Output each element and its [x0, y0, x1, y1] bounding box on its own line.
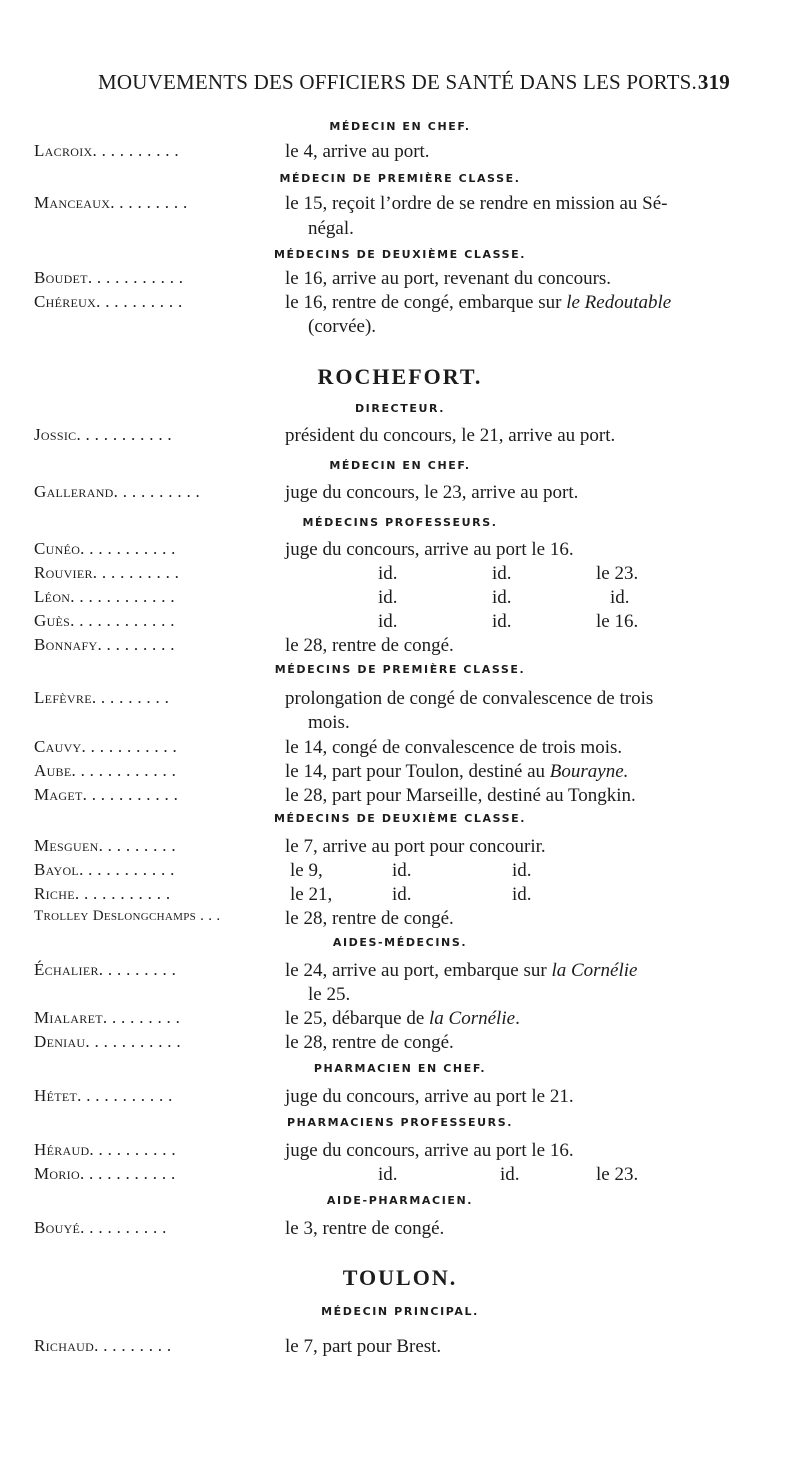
- entry-row: [0, 141, 800, 167]
- section-heading: MÉDECINS PROFESSEURS.: [302, 516, 498, 529]
- entry-row: [0, 908, 800, 934]
- entry-description: président du concours, le 21, arrive au port.: [285, 425, 616, 446]
- entry-description: le 14, part pour Toulon, destiné au Bourayne.: [285, 761, 629, 782]
- entry-description: le 16, rentre de congé, embarque sur le Redoutable: [285, 292, 672, 313]
- entry-row: [0, 1164, 800, 1190]
- ship-name: le Redoutable: [566, 292, 672, 313]
- ditto-mark: id.: [492, 587, 512, 608]
- officer-name: Guès. . . . . . . . . . . .: [34, 611, 175, 630]
- ditto-mark: id.: [378, 1164, 398, 1185]
- section-heading: MÉDECIN EN CHEF.: [329, 120, 471, 133]
- officer-name: Gallerand. . . . . . . . . .: [34, 482, 201, 501]
- entry-row: [0, 785, 800, 811]
- entry-date: le 21,: [290, 884, 333, 905]
- ditto-mark: id.: [610, 587, 630, 608]
- section-heading: MÉDECINS DE DEUXIÈME CLASSE.: [273, 812, 527, 825]
- continuation-text: le 25.: [308, 984, 351, 1005]
- officer-name: Boudet. . . . . . . . . . .: [34, 268, 184, 287]
- entry-description: prolongation de congé de convalescence de trois: [285, 688, 654, 709]
- entry-description: le 24, arrive au port, embarque sur la Cornélie: [285, 960, 638, 981]
- entry-row: [0, 425, 800, 451]
- continuation-text: mois.: [308, 712, 350, 733]
- ship-name: la Cornélie: [429, 1008, 516, 1029]
- section-heading: PHARMACIENS PROFESSEURS.: [286, 1116, 514, 1129]
- section-heading: DIRECTEUR.: [354, 402, 446, 415]
- ditto-mark: id.: [378, 563, 398, 584]
- ditto-mark: id.: [492, 563, 512, 584]
- entry-row: [0, 1218, 800, 1244]
- entry-description: le 28, rentre de congé.: [285, 908, 454, 929]
- entry-description: le 3, rentre de congé.: [285, 1218, 445, 1239]
- ditto-mark: id.: [512, 860, 532, 881]
- officer-name: Richaud. . . . . . . . .: [34, 1336, 172, 1355]
- officer-name: Héraud. . . . . . . . . .: [34, 1140, 176, 1159]
- officer-name: Léon. . . . . . . . . . . .: [34, 587, 175, 606]
- ditto-mark: id.: [392, 860, 412, 881]
- officer-name: Hétet. . . . . . . . . . .: [34, 1086, 173, 1105]
- entry-date: le 9,: [290, 860, 323, 881]
- entry-row: [0, 1140, 800, 1166]
- officer-name: Manceaux. . . . . . . . .: [34, 193, 188, 212]
- entry-description: juge du concours, le 23, arrive au port.: [285, 482, 579, 503]
- entry-row: [0, 268, 800, 294]
- entry-description: le 25, débarque de la Cornélie.: [285, 1008, 520, 1029]
- entry-description: juge du concours, arrive au port le 21.: [285, 1086, 574, 1107]
- entry-row: [0, 587, 800, 613]
- entry-description: le 14, congé de convalescence de trois mois.: [285, 737, 623, 758]
- officer-name: Bonnafy. . . . . . . . .: [34, 635, 175, 654]
- officer-name: Bouyé. . . . . . . . . .: [34, 1218, 167, 1237]
- officer-name: Bayol. . . . . . . . . . .: [34, 860, 175, 879]
- officer-name: Morio. . . . . . . . . . .: [34, 1164, 176, 1183]
- port-heading-rochefort: ROCHEFORT.: [317, 364, 483, 389]
- page-number: 319: [697, 70, 730, 94]
- officer-name: Jossic. . . . . . . . . . .: [34, 425, 172, 444]
- officer-name: Aube. . . . . . . . . . . .: [34, 761, 177, 780]
- officer-name: Cunéo. . . . . . . . . . .: [34, 539, 176, 558]
- section-heading: PHARMACIEN EN CHEF.: [313, 1062, 487, 1075]
- ditto-mark: id.: [392, 884, 412, 905]
- port-heading-toulon: TOULON.: [342, 1265, 458, 1290]
- entry-row: [0, 563, 800, 589]
- entry-row: [0, 193, 800, 219]
- section-heading: AIDE-PHARMACIEN.: [326, 1194, 474, 1207]
- section-heading: MÉDECIN DE PREMIÈRE CLASSE.: [279, 172, 521, 185]
- entry-row: [0, 611, 800, 637]
- entry-row: [0, 292, 800, 318]
- officer-name: Chéreux. . . . . . . . . .: [34, 292, 183, 311]
- ditto-mark: id.: [492, 611, 512, 632]
- entry-description: le 7, arrive au port pour concourir.: [285, 836, 546, 857]
- section-heading: AIDES-MÉDECINS.: [332, 936, 468, 949]
- continuation-text: (corvée).: [308, 316, 377, 337]
- officer-name: Maget. . . . . . . . . . .: [34, 785, 179, 804]
- entry-description: le 4, arrive au port.: [285, 141, 430, 162]
- entry-row: [0, 1336, 800, 1362]
- ditto-mark: id.: [512, 884, 532, 905]
- officer-name: Mesguen. . . . . . . . .: [34, 836, 176, 855]
- officer-name: Lacroix. . . . . . . . . .: [34, 141, 179, 160]
- entry-row: [0, 1008, 800, 1034]
- ditto-mark: id.: [378, 587, 398, 608]
- entry-row: [0, 884, 800, 910]
- entry-row: [0, 737, 800, 763]
- entry-row: [0, 688, 800, 714]
- ditto-mark: id.: [500, 1164, 520, 1185]
- officer-name: Deniau. . . . . . . . . . .: [34, 1032, 181, 1051]
- ship-name: Bourayne.: [549, 761, 629, 782]
- officer-name: Lefèvre. . . . . . . . .: [34, 688, 170, 707]
- entry-date: le 23.: [596, 1164, 639, 1185]
- ship-name: la Cornélie: [551, 960, 638, 981]
- continuation-text: négal.: [308, 218, 354, 239]
- entry-date: le 23.: [596, 563, 639, 584]
- entry-row: [0, 1086, 800, 1112]
- officer-name: Riche. . . . . . . . . . .: [34, 884, 171, 903]
- officer-name: Cauvy. . . . . . . . . . .: [34, 737, 178, 756]
- entry-date: le 16.: [596, 611, 639, 632]
- entry-row: [0, 482, 800, 508]
- section-heading: MÉDECINS DE PREMIÈRE CLASSE.: [274, 663, 526, 676]
- entry-description: le 28, part pour Marseille, destiné au Tongkin.: [285, 785, 636, 806]
- officer-name: Échalier. . . . . . . . .: [34, 960, 177, 979]
- entry-description: le 16, arrive au port, revenant du concours.: [285, 268, 612, 289]
- entry-row: [0, 960, 800, 986]
- section-heading: MÉDECINS DE DEUXIÈME CLASSE.: [273, 248, 527, 261]
- entry-row: [0, 761, 800, 787]
- entry-description: le 15, reçoit l’ordre de se rendre en mission au Sé-: [285, 193, 668, 214]
- entry-row: [0, 860, 800, 886]
- entry-row: [0, 539, 800, 565]
- entry-description: le 7, part pour Brest.: [285, 1336, 442, 1357]
- section-heading: MÉDECIN EN CHEF.: [329, 459, 471, 472]
- officer-name: Rouvier. . . . . . . . . .: [34, 563, 180, 582]
- officer-name: Trolley Deslongchamps . . .: [34, 908, 221, 924]
- officer-name: Mialaret. . . . . . . . .: [34, 1008, 181, 1027]
- entry-description: le 28, rentre de congé.: [285, 1032, 454, 1053]
- header-title: MOUVEMENTS DES OFFICIERS DE SANTÉ DANS LES PORTS.: [98, 70, 697, 94]
- entry-row: [0, 836, 800, 862]
- ditto-mark: id.: [378, 611, 398, 632]
- entry-row: [0, 635, 800, 661]
- section-heading: MÉDECIN PRINCIPAL.: [321, 1305, 479, 1318]
- entry-row: [0, 1032, 800, 1058]
- entry-description: le 28, rentre de congé.: [285, 635, 454, 656]
- entry-description: juge du concours, arrive au port le 16.: [285, 1140, 574, 1161]
- entry-description: juge du concours, arrive au port le 16.: [285, 539, 574, 560]
